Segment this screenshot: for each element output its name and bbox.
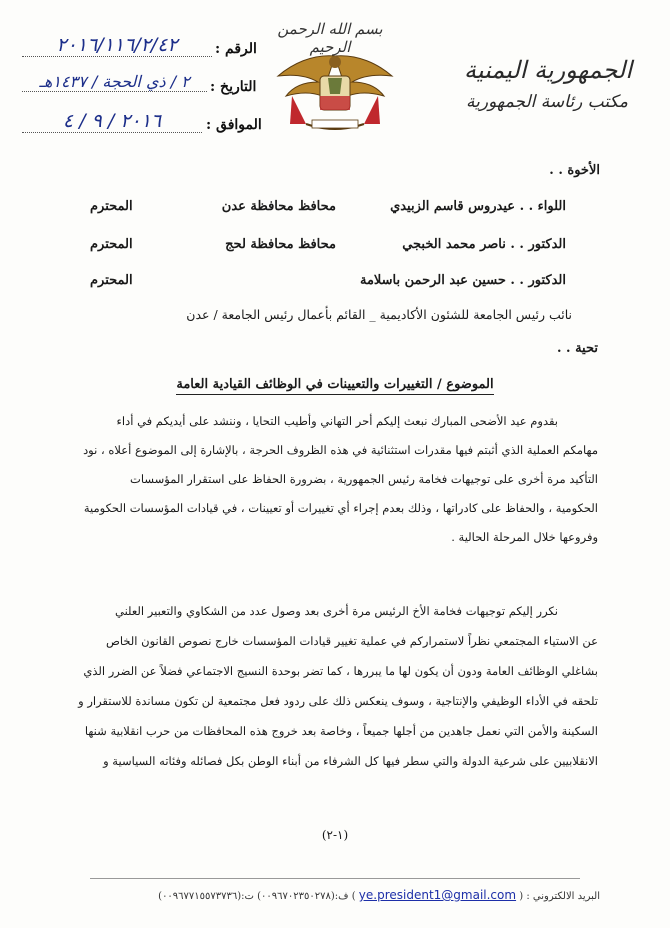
body-p1-line: وفروعها خلال المرحلة الحالية . — [451, 530, 598, 544]
date-value: ٢ / ذي الحجة / ١٤٣٧هـ — [22, 72, 207, 92]
recipient-note: نائب رئيس الجامعة للشئون الأكاديمية _ القائم بأعمال رئيس الجامعة / عدن — [186, 307, 572, 322]
recipient-2-honor: المحترم — [90, 237, 133, 252]
body-p2-line: بشاغلي الوظائف العامة ودون أن يكون لها ما يبررها ، كما تضر بوحدة النسيج الاجتماعي فضلاً عن الضرر الذي — [83, 664, 598, 678]
corresp-label: الموافق : — [206, 117, 262, 133]
body-paragraph-1 — [38, 414, 598, 559]
yemen-emblem-icon — [272, 46, 398, 136]
page-number: (١-٢) — [321, 828, 349, 842]
body-p1-line: مهامكم العملية الذي أثبتم فيها مقدرات استثنائية في هذه الظروف الحرجة ، بالإشارة إلى الموضوع أعلاه ، نود — [83, 443, 598, 457]
footer: البريد الالكتروني : ( ye.president1@gmail.com ) ف:(٠٠٩٦٧٠٢٣٥٠٢٧٨) ت:(٠٠٩٦٧٧١٥٥٧٣٧٣٦) — [158, 888, 600, 902]
body-p1-line: بقدوم عيد الأضحى المبارك نبعث إليكم أحر التهاني وأطيب التحايا ، وننشد على أيديكم في أداء — [116, 414, 558, 428]
body-paragraph-2 — [38, 604, 598, 784]
recipient-1-role: محافظ محافظة عدن — [221, 199, 336, 214]
recipient-2-name: الدكتور . . ناصر محمد الخبجي — [402, 237, 566, 252]
body-p2-line: نكرر إليكم توجيهات فخامة الأخ الرئيس مرة أخرى بعد وصول عدد من الشكاوي والتعبير العلني — [114, 604, 558, 618]
salutation: الأخوة . . — [549, 163, 600, 178]
recipient-1-honor: المحترم — [90, 199, 133, 214]
footer-email-link[interactable]: ye.president1@gmail.com — [358, 888, 517, 902]
basmala: بسم الله الرحمن الرحيم — [277, 20, 383, 56]
footer-email-label: البريد الالكتروني : — [526, 891, 600, 902]
ref-label: الرقم : — [215, 41, 257, 57]
footer-fax: ف:(٠٠٩٦٧٠٢٣٥٠٢٧٨) — [257, 891, 349, 902]
recipient-3-name: الدكتور . . حسين عبد الرحمن باسلامة — [359, 273, 566, 288]
body-p2-line: عن الاستياء المجتمعي نظراً لاستمراركم في عملية تغيير قيادات المؤسسات خارج نصوص القانون الخاص — [105, 634, 598, 648]
ref-value: ٢٠١٦/١١٦/٢/٤٢ — [22, 34, 212, 57]
date-label: التاريخ : — [210, 79, 257, 95]
body-p1-line: التأكيد مرة أخرى على توجيهات فخامة رئيس الجمهورية ، بضرورة الحفاظ على استقرار المؤسسات — [130, 472, 598, 486]
body-p2-line: الانقلابيين على شرعية الدولة والتي سطر فيها كل الشرفاء من أبناء الوطن بكل فصائله وفئاته السياسية و — [103, 754, 598, 768]
country-name: الجمهورية اليمنية — [463, 56, 632, 84]
footer-phone: ت:(٠٠٩٦٧٧١٥٥٧٣٧٣٦) — [158, 891, 254, 902]
recipient-2-role: محافظ محافظة لحج — [225, 237, 336, 252]
subject: الموضوع / التغييرات والتعيينات في الوظائف القيادية العامة — [176, 377, 493, 395]
body-p2-line: تلحقه في الأداء الوظيفي والإنتاجية ، وسوف ينعكس ذلك على ردود فعل مجتمعية لن تكون مساندة للاستقرار و — [78, 694, 598, 708]
body-p1-line: الحكومية ، والحفاظ على كادراتها ، وذلك بعدم إجراء أي تغييرات أو تعيينات ، في قيادات المؤسسات الحكومية — [83, 501, 598, 515]
greeting: تحية . . — [556, 341, 598, 356]
subject-line — [0, 376, 670, 394]
footer-divider — [90, 878, 580, 879]
corresp-value: ٢٠١٦ / ٩ / ٤ — [22, 110, 202, 133]
body-p2-line: السكينة والأمن التي نعمل جاهدين من أجلها جميعاً ، وخاصة بعد خروج هذه المحافظات من حرب انقلابية شنها — [84, 724, 598, 738]
recipient-1-name: اللواء . . عيدروس قاسم الزبيدي — [390, 199, 566, 214]
recipient-3-honor: المحترم — [90, 273, 133, 288]
office-name: مكتب رئاسة الجمهورية — [466, 92, 628, 112]
